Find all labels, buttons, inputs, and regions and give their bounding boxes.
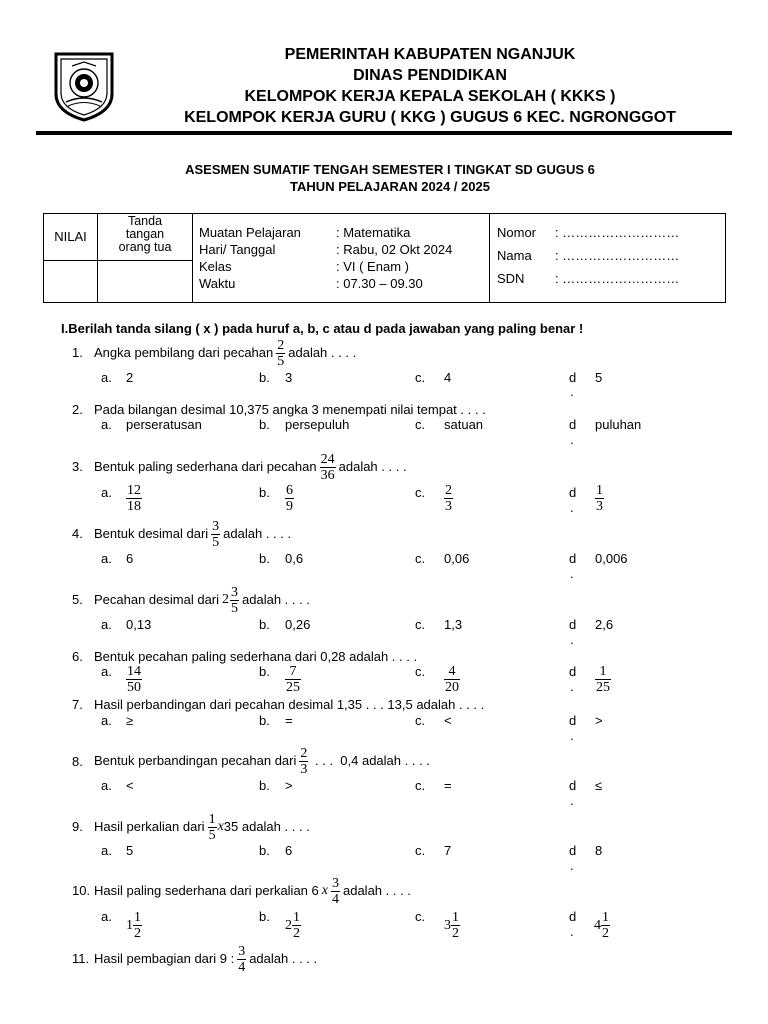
q3-pre: Bentuk paling sederhana dari pecahan: [94, 459, 317, 474]
q5-b-letter[interactable]: b.: [259, 617, 270, 632]
q7-option-d[interactable]: >: [595, 713, 603, 728]
q7-b-letter[interactable]: b.: [259, 713, 270, 728]
q4-d-dot: .: [570, 566, 574, 581]
q4-number: 4.: [72, 526, 83, 541]
q1-number: 1.: [72, 345, 83, 360]
q7-d-letter[interactable]: d: [569, 713, 577, 728]
q1-fraction: $\frac{2}{5}$: [277, 337, 285, 369]
q10-option-a[interactable]: 1 $\frac{1}{2}$: [126, 910, 141, 941]
nilai-label: NILAI: [54, 229, 87, 244]
mapel-label: Muatan Pelajaran: [199, 225, 301, 240]
waktu-label: Waktu: [199, 276, 236, 291]
q8-b-letter[interactable]: b.: [259, 778, 270, 793]
q8-d-letter[interactable]: d: [569, 778, 577, 793]
q3-c-letter[interactable]: c.: [415, 485, 426, 500]
q11-pre: Hasil pembagian dari 9 :: [94, 951, 235, 966]
q2-d-letter[interactable]: d: [569, 417, 577, 432]
q11-number: 11.: [72, 951, 90, 966]
mapel-value: : Matematika: [336, 225, 411, 240]
q6-d-letter[interactable]: d: [569, 664, 577, 679]
q10-c-letter[interactable]: c.: [415, 909, 426, 924]
q3-number: 3.: [72, 459, 83, 474]
q10-number: 10.: [72, 883, 91, 898]
q6-option-b[interactable]: $\frac{7}{25}$: [286, 664, 300, 695]
q1-option-a[interactable]: 2: [126, 370, 134, 385]
nama-label: Nama: [497, 248, 532, 263]
q7-c-letter[interactable]: c.: [415, 713, 426, 728]
q6-d-dot: .: [570, 679, 574, 694]
ttd-label-1: Tanda: [127, 214, 163, 228]
q3-b-letter[interactable]: b.: [259, 485, 270, 500]
q9-b-letter[interactable]: b.: [259, 843, 270, 858]
nomor-label: Nomor: [497, 225, 537, 240]
nama-value: : ………………………: [555, 248, 680, 263]
q9-text: [94, 811, 310, 843]
q9-a-letter[interactable]: a.: [101, 843, 112, 858]
hari-value: : Rabu, 02 Okt 2024: [336, 242, 453, 257]
q3-option-c[interactable]: $\frac{2}{3}$: [445, 483, 452, 514]
q8-pre: Bentuk perbandingan pecahan dari: [94, 753, 297, 768]
ttd-header-cell: [97, 213, 193, 261]
header-line-3: KELOMPOK KERJA KEPALA SEKOLAH ( KKKS ): [244, 88, 616, 105]
q6-number: 6.: [72, 649, 83, 664]
q2-option-d[interactable]: puluhan: [595, 417, 642, 432]
ttd-label-2: tangan: [125, 227, 165, 241]
sdn-value: : ………………………: [555, 271, 680, 286]
q5-option-d[interactable]: 2,6: [595, 617, 614, 632]
q5-a-letter[interactable]: a.: [101, 617, 112, 632]
q8-option-a[interactable]: <: [126, 778, 134, 793]
q2-c-letter[interactable]: c.: [415, 417, 426, 432]
nilai-header-cell: [43, 213, 98, 261]
q8-text: [94, 745, 430, 777]
q8-a-letter[interactable]: a.: [101, 778, 112, 793]
hari-label: Hari/ Tanggal: [199, 242, 276, 257]
q7-text: Hasil perbandingan dari pecahan desimal 1,35 . . . 13,5 adalah . . . .: [94, 697, 485, 712]
q4-fraction: $\frac{3}{5}$: [212, 518, 220, 550]
q7-number: 7.: [72, 697, 83, 712]
q11-text: [94, 943, 317, 975]
q10-b-letter[interactable]: b.: [259, 909, 270, 924]
header-line-1: PEMERINTAH KABUPATEN NGANJUK: [284, 46, 576, 63]
q3-text: [94, 451, 407, 483]
q3-a-letter[interactable]: a.: [101, 485, 112, 500]
q3-fraction: $\frac{24}{36}$: [320, 451, 335, 483]
q5-d-letter[interactable]: d: [569, 617, 577, 632]
q2-option-b[interactable]: persepuluh: [285, 417, 350, 432]
q2-a-letter[interactable]: a.: [101, 417, 112, 432]
kelas-label: Kelas: [199, 259, 232, 274]
q7-option-c[interactable]: <: [444, 713, 452, 728]
q7-a-letter[interactable]: a.: [101, 713, 112, 728]
exam-title: ASESMEN SUMATIF TENGAH SEMESTER I TINGKAT SD GUGUS 6: [185, 162, 595, 177]
q8-d-dot: .: [570, 793, 574, 808]
q5-whole: 2: [222, 592, 230, 607]
q1-d-dot: .: [570, 384, 574, 399]
waktu-value: : 07.30 – 09.30: [336, 276, 423, 291]
q4-d-letter[interactable]: d: [569, 551, 577, 566]
q4-text: [94, 518, 291, 550]
ttd-label-3: orang tua: [118, 240, 172, 254]
q1-pre: Angka pembilang dari pecahan: [94, 345, 274, 360]
q10-option-c[interactable]: 3 $\frac{1}{2}$: [444, 910, 459, 941]
q6-b-letter[interactable]: b.: [259, 664, 270, 679]
q4-option-b[interactable]: 0,6: [285, 551, 304, 566]
header-line-2: DINAS PENDIDIKAN: [353, 67, 507, 84]
q9-d-dot: .: [570, 858, 574, 873]
q4-option-d[interactable]: 0,006: [595, 551, 628, 566]
q9-pre: Hasil perkalian dari: [94, 819, 205, 834]
q4-post: adalah . . . .: [223, 526, 292, 541]
q9-fraction: $\frac{1}{5}$: [208, 811, 216, 843]
q1-c-letter[interactable]: c.: [415, 370, 426, 385]
q9-d-letter[interactable]: d: [569, 843, 577, 858]
q9-option-b[interactable]: 6: [285, 843, 293, 858]
q8-option-b[interactable]: >: [285, 778, 293, 793]
q5-c-letter[interactable]: c.: [415, 617, 426, 632]
q3-d-letter[interactable]: d: [569, 485, 577, 500]
q8-fraction: $\frac{2}{3}$: [300, 745, 308, 777]
q5-pre: Pecahan desimal dari: [94, 592, 220, 607]
q10-pre: Hasil paling sederhana dari perkalian 6: [94, 883, 319, 898]
q9-number: 9.: [72, 819, 83, 834]
nilai-value-cell: [43, 260, 98, 303]
q4-option-a[interactable]: 6: [126, 551, 134, 566]
q3-option-a[interactable]: $\frac{12}{18}$: [127, 483, 141, 514]
q3-d-dot: .: [570, 500, 574, 515]
q1-option-b[interactable]: 3: [285, 370, 293, 385]
q4-option-c[interactable]: 0,06: [444, 551, 470, 566]
q5-text: [94, 584, 310, 616]
q10-d-dot: .: [570, 924, 574, 939]
q7-option-b[interactable]: =: [285, 713, 293, 728]
q10-option-b[interactable]: 2 $\frac{1}{2}$: [285, 910, 300, 941]
q3-option-b[interactable]: $\frac{6}{9}$: [286, 483, 293, 514]
q1-d-letter[interactable]: d: [569, 370, 577, 385]
q10-a-letter[interactable]: a.: [101, 909, 112, 924]
q8-c-letter[interactable]: c.: [415, 778, 426, 793]
q5-option-a[interactable]: 0,13: [126, 617, 152, 632]
q9-c-letter[interactable]: c.: [415, 843, 426, 858]
q8-option-d[interactable]: ≤: [595, 778, 603, 793]
q2-number: 2.: [72, 402, 83, 417]
q8-number: 8.: [72, 754, 83, 769]
q5-post: adalah . . . .: [242, 592, 310, 607]
q5-option-c[interactable]: 1,3: [444, 617, 463, 632]
q5-d-dot: .: [570, 632, 574, 647]
q5-option-b[interactable]: 0,26: [285, 617, 311, 632]
q9-option-a[interactable]: 5: [126, 843, 134, 858]
q9-times: x: [217, 819, 224, 834]
q10-d-letter[interactable]: d: [569, 909, 577, 924]
q10-option-d[interactable]: 4 $\frac{1}{2}$: [594, 910, 609, 941]
q11-post: adalah . . . .: [249, 951, 318, 966]
q6-c-letter[interactable]: c.: [415, 664, 426, 679]
q9-option-c[interactable]: 7: [444, 843, 452, 858]
q2-text: Pada bilangan desimal 10,375 angka 3 menempati nilai tempat . . . .: [94, 402, 486, 417]
q1-a-letter[interactable]: a.: [101, 370, 112, 385]
q8-post: . . . 0,4 adalah . . . .: [311, 753, 430, 768]
kabupaten-nganjuk-seal-logo: [52, 50, 116, 122]
q6-option-a[interactable]: $\frac{14}{50}$: [127, 664, 141, 695]
ttd-signature-cell: [97, 260, 193, 303]
q2-option-a[interactable]: perseratusan: [126, 417, 202, 432]
q10-post: adalah . . . .: [342, 883, 411, 898]
q1-option-d[interactable]: 5: [595, 370, 603, 385]
q2-option-c[interactable]: satuan: [444, 417, 484, 432]
q1-b-letter[interactable]: b.: [259, 370, 270, 385]
q6-option-d[interactable]: $\frac{1}{25}$: [596, 664, 610, 695]
q1-option-c[interactable]: 4: [444, 370, 452, 385]
header-divider: [36, 131, 732, 135]
q10-times: x: [321, 883, 328, 898]
q11-fraction: $\frac{3}{4}$: [238, 943, 246, 975]
q2-b-letter[interactable]: b.: [259, 417, 270, 432]
q2-d-dot: .: [570, 432, 574, 447]
q4-c-letter[interactable]: c.: [415, 551, 426, 566]
q7-option-a[interactable]: ≥: [126, 713, 134, 728]
q9-post: 35 adalah . . . .: [223, 819, 310, 834]
nomor-value: : ………………………: [555, 225, 680, 240]
kelas-value: : VI ( Enam ): [336, 259, 409, 274]
instruction: I.Berilah tanda silang ( x ) pada huruf a, b, c atau d pada jawaban yang paling benar !: [61, 321, 584, 336]
sdn-label: SDN: [497, 271, 525, 286]
q6-text: Bentuk pecahan paling sederhana dari 0,28 adalah . . . .: [94, 649, 418, 664]
q10-fraction: $\frac{3}{4}$: [331, 875, 339, 907]
q9-option-d[interactable]: 8: [595, 843, 603, 858]
exam-year: TAHUN PELAJARAN 2024 / 2025: [290, 179, 490, 194]
q7-d-dot: .: [570, 728, 574, 743]
q3-option-d[interactable]: $\frac{1}{3}$: [596, 483, 603, 514]
q5-fraction: $\frac{3}{5}$: [231, 584, 239, 616]
q1-text: [94, 337, 356, 369]
q10-text: [94, 875, 411, 907]
q5-number: 5.: [72, 592, 83, 607]
header-line-4: KELOMPOK KERJA GURU ( KKG ) GUGUS 6 KEC. NGRONGGOT: [184, 109, 676, 126]
q8-option-c[interactable]: =: [444, 778, 452, 793]
q1-post: adalah . . . .: [288, 345, 357, 360]
q3-post: adalah . . . .: [338, 459, 407, 474]
q4-a-letter[interactable]: a.: [101, 551, 112, 566]
q4-b-letter[interactable]: b.: [259, 551, 270, 566]
q4-pre: Bentuk desimal dari: [94, 526, 209, 541]
q6-option-c[interactable]: $\frac{4}{20}$: [445, 664, 459, 695]
q6-a-letter[interactable]: a.: [101, 664, 112, 679]
